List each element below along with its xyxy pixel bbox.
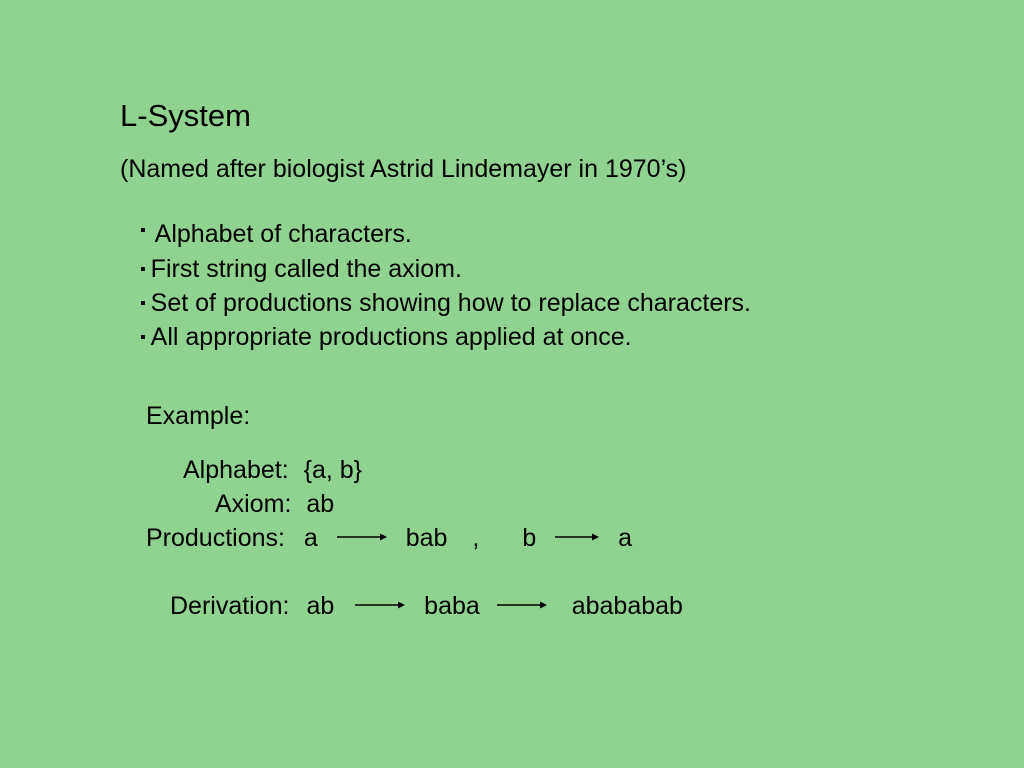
bullet-item <box>140 222 412 247</box>
square-bullet-icon: ▪ <box>140 295 146 312</box>
production-from: a <box>303 524 318 552</box>
right-arrow-icon <box>497 600 547 610</box>
right-arrow-icon <box>337 532 387 542</box>
productions-row <box>146 526 632 551</box>
axiom-row <box>215 492 334 517</box>
right-arrow-icon <box>355 600 405 610</box>
alphabet-value: {a, b} <box>303 456 362 484</box>
derivation-step: abababab <box>571 592 683 620</box>
production-to: bab <box>405 524 448 552</box>
square-bullet-icon: ▪ <box>140 329 146 346</box>
alphabet-label: Alphabet: <box>183 456 289 484</box>
slide-subtitle: (Named after biologist Astrid Lindemayer in 1970’s) <box>120 155 687 183</box>
production-to: a <box>618 524 633 552</box>
bullet-text: First string called the axiom. <box>150 255 462 283</box>
bullet-text: All appropriate productions applied at once. <box>150 323 632 351</box>
bullet-text: Set of productions showing how to replace characters. <box>150 289 752 317</box>
axiom-label: Axiom: <box>215 490 292 518</box>
derivation-step: baba <box>424 592 480 620</box>
right-arrow-icon <box>555 532 599 542</box>
production-from: b <box>522 524 537 552</box>
alphabet-row <box>183 458 362 483</box>
slide-title: L-System <box>120 98 251 133</box>
example-label: Example: <box>146 402 251 430</box>
derivation-step: ab <box>306 592 335 620</box>
productions-label: Productions: <box>146 524 285 552</box>
bullet-item <box>140 257 462 282</box>
square-bullet-icon: ▪ <box>140 222 146 239</box>
axiom-value: ab <box>306 490 335 518</box>
bullet-item <box>140 291 751 316</box>
derivation-row <box>170 594 683 619</box>
bullet-text: Alphabet of characters. <box>154 220 412 248</box>
square-bullet-icon: ▪ <box>140 261 146 278</box>
derivation-label: Derivation: <box>170 592 290 620</box>
productions-separator: , <box>472 524 480 552</box>
bullet-item <box>140 325 632 350</box>
